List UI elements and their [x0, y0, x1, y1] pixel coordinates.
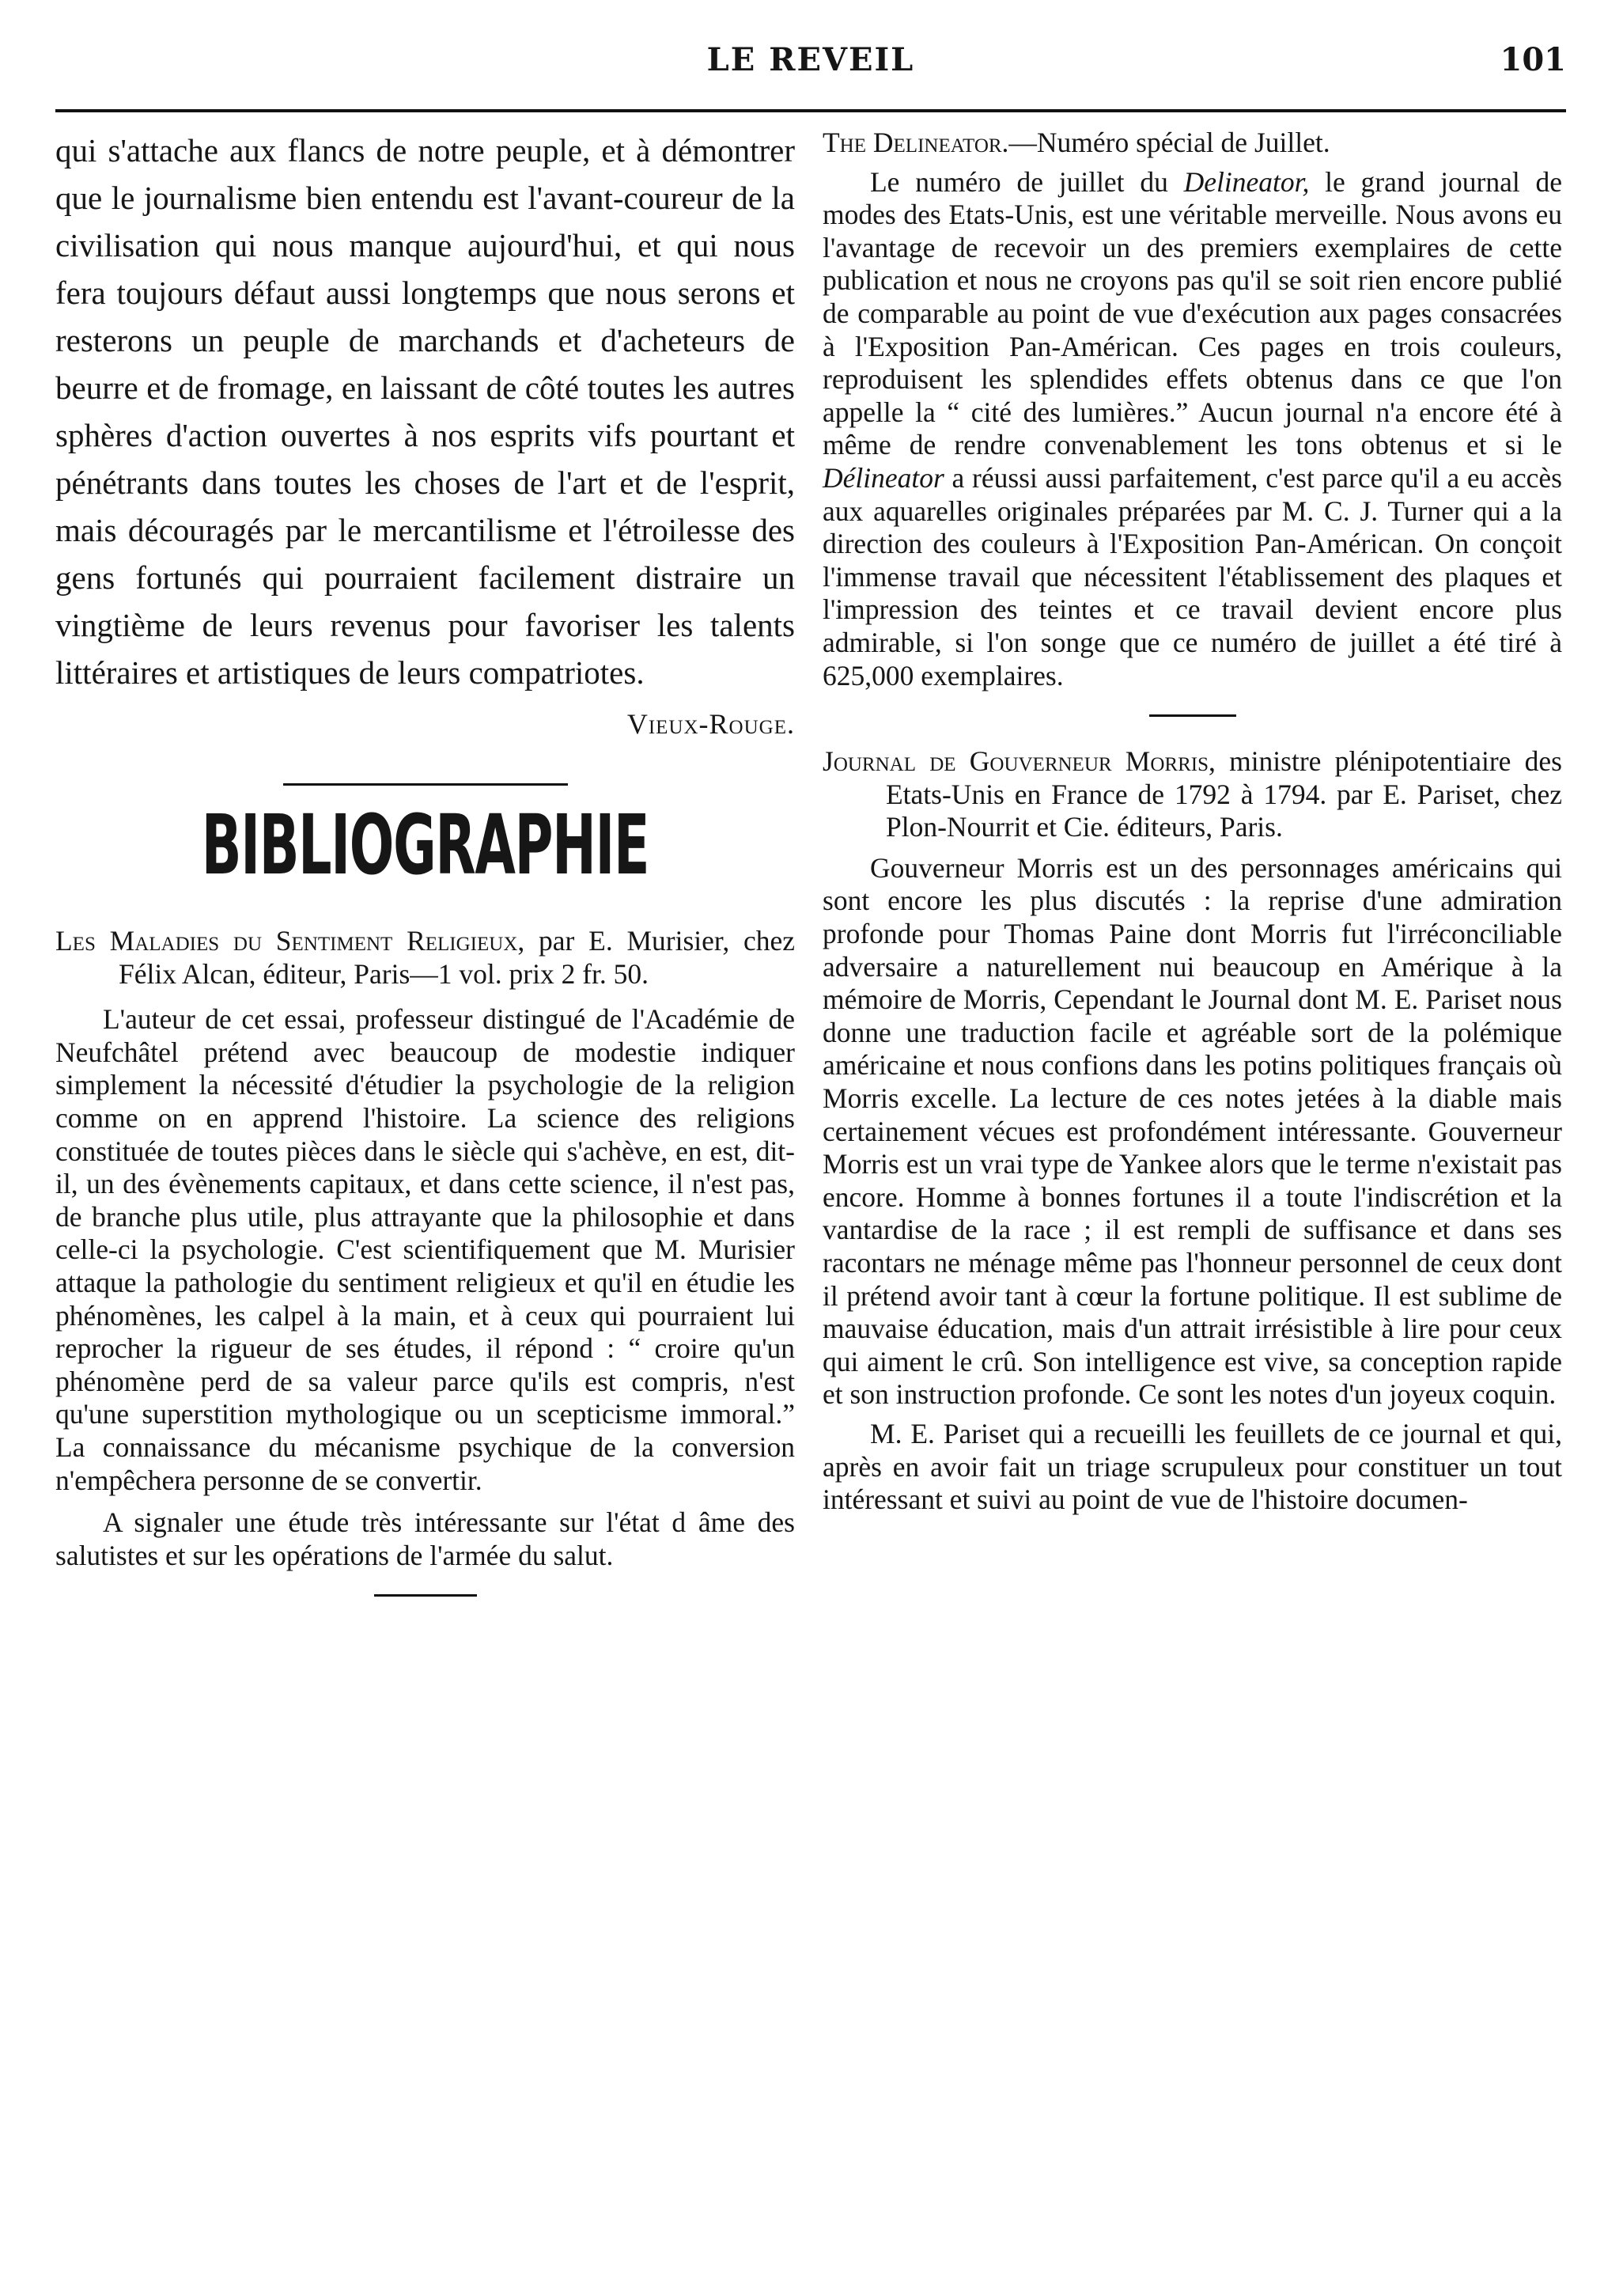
review-title-details: ministre plénipotentiaire des Etats-Unis en France de 1792 à 1794. par E. Pariset, chez Plon-Nourrit et Cie. éditeurs, Paris. — [886, 745, 1562, 843]
review-paragraph: L'auteur de cet essai, professeur distingué de l'Académie de Neufchâtel prétend avec beaucoup de modestie indiquer simplement la nécessité d'étudier la psychologie de la religion comme on en apprend l'histoire. La science des religions constituée de toutes pièces dans le siècle qui s'achève, en est, dit-il, un des évènements capitaux, et dans cette science, il n'est pas, de branche plus utile, plus attrayante que la philosophie et dans celle-ci la psychologie. C'est scientifiquement que M. Murisier attaque la pathologie du sentiment religieux et qu'il en étudie les phénomènes, les calpel à la main, et à ceux qui pourraient lui reprocher la rigueur de ses études, il répond : “ croire qu'un phénomène perd de sa valeur parce qu'ils est compris, n'est qu'une superstition mythologique ou un scepticisme immoral.” La connaissance du mécanisme psychique de la conversion n'empêchera personne de se convertir. — [55, 1003, 795, 1496]
review-title-details: par E. Murisier, chez Félix Alcan, éditeur, Paris—1 vol. prix 2 fr. 50. — [119, 925, 796, 990]
journal-name-italic: Delineator, — [1183, 165, 1310, 198]
page-header — [55, 38, 1566, 78]
review-paragraph — [823, 166, 1562, 693]
review-title — [55, 925, 795, 991]
section-divider — [1149, 714, 1236, 717]
article-continuation: qui s'attache aux flancs de notre peuple, et à démontrer que le journalisme bien entendu est l'avant-coureur de la civilisation qui nous manque aujourd'hui, et qui nous fera toujours défaut aussi longtemps que nous serons et resterons un peuple de marchands et d'acheteurs de beurre et de fromage, en laissant de côté toutes les autres sphères d'action ouvertes à nos esprits vifs pourtant et pénétrants dans toutes les choses de l'art et de l'esprit, mais découragés par le mercantilisme et l'étroilesse des gens fortunés qui pourraient facilement distraire un vingtième de leurs revenus pour favoriser les talents littéraires et artistiques de leurs compatriotes. — [55, 132, 795, 691]
review-title-caps: Les Maladies du Sentiment Religieux, — [55, 925, 525, 957]
journal-name-italic: Délineator — [823, 461, 944, 494]
review-paragraph: Gouverneur Morris est un des personnages américains qui sont encore les plus discutés : la reprise d'une admiration profonde pour Thomas Paine dont Morris fut l'irréconciliable adversaire a naturellement nui beaucoup en Amérique à la mémoire de Morris, Cependant le Journal dont M. E. Pariset nous donne une traduction facile et agréable sort de la polémique américaine et nous confions dans les potins politiques français où Morris excelle. La lecture de ces notes jetées à la diable mais certainement vécues est profondément intéressante. Gouverneur Morris est un vrai type de Yankee alors que le terme n'existait pas encore. Homme à bonnes fortunes il a toute l'indiscrétion et la vantardise de la race ; il est rempli de suffisance et dans ses racontars ne ménage même pas l'honneur personnel de ceux dont il prétend avoir tant à cœur la fortune politique. Il est sublime de mauvaise éducation, mais d'un attrait irrésistible à lire pour ceux qui aiment le crû. Son intelligence est vive, sa conception rapide et son instruction profonde. Ce sont les notes d'un joyeux coquin. — [823, 851, 1562, 1411]
review-paragraph: A signaler une étude très intéressante sur l'état d âme des salutistes et sur les opérations de l'armée du salut. — [55, 1506, 795, 1571]
end-divider — [374, 1594, 477, 1597]
header-rule — [55, 109, 1566, 112]
review-paragraph: M. E. Pariset qui a recueilli les feuillets de ce journal et qui, après en avoir fait un triage scrupuleux pour constituer un tout intéressant et suivi au point de vue de l'histoire documen- — [823, 1417, 1562, 1516]
section-heading: BIBLIOGRAPHIE — [201, 797, 649, 893]
section-divider — [283, 783, 568, 786]
journal-title: LE REVEIL — [706, 41, 915, 78]
page-number: 101 — [1500, 41, 1566, 78]
review-title-caps: Journal de Gouverneur Morris, — [823, 745, 1216, 778]
review-title-details: —Numéro spécial de Juillet. — [1008, 127, 1330, 158]
review-title-caps: The Delineator. — [823, 127, 1009, 158]
text-run: le grand journal de modes des Etats-Unis, est une véritable merveille. Nous avons eu l'avantage de recevoir un des premiers exemplaires de cette publication et nous ne croyons pas qu'il se soit rien encore publié de comparable au point de vue d'exécution aux pages consacrées à l'Exposition Pan-Américan. Ces pages en trois couleurs, reproduisent les splendides effets obtenus dans ce que l'on appelle la “ cité des lumières.” Aucun journal n'a encore été à même de rendre convenablement les tons obtenus et si le — [823, 165, 1562, 461]
text-run: a réussi aussi parfaitement, c'est parce qu'il a eu accès aux aquarelles originales préparées par M. C. J. Turner qui a la direction des couleurs à l'Exposition Pan-Américan. On conçoit l'immense travail que nécessitent l'établissement des plaques et l'impression des teintes et ce travail devient encore plus admirable, si l'on songe que ce numéro de juillet a été tiré à 625,000 exemplaires. — [823, 461, 1562, 691]
author-signature: Vieux-Rouge. — [626, 708, 795, 740]
review-title — [823, 745, 1562, 844]
left-column — [55, 127, 795, 1597]
review-title — [823, 127, 1562, 160]
text-run: Le numéro de juillet du — [870, 165, 1184, 198]
right-column — [823, 127, 1562, 1517]
